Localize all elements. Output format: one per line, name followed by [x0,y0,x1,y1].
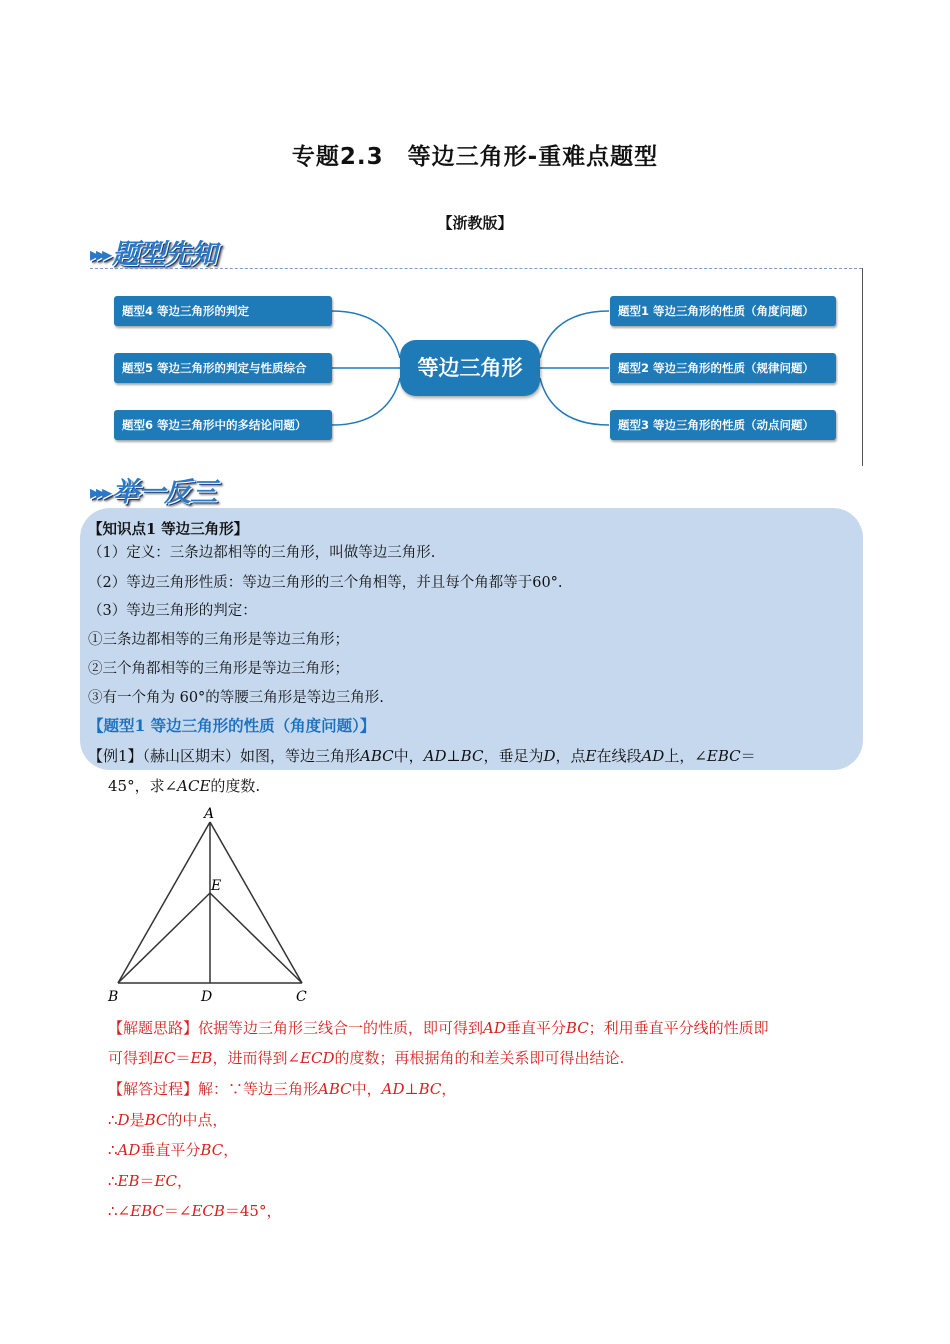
knowledge-line: ②三个角都相等的三角形是等边三角形； [88,661,349,677]
example-line-1: 【例1】（赫山区期末）如图，等边三角形ABC中，AD⊥BC，垂足为D，点E在线段AD上，∠EBC＝ [88,747,756,765]
edition-label: 【浙教版】 [437,214,513,232]
page-title: 专题2.3 等边三角形-重难点题型 [291,144,659,170]
knowledge-line: ①三条边都相等的三角形是等边三角形； [88,632,349,648]
triple-arrow-icon: ▸▸▸ [90,242,109,266]
label-a: A [204,806,215,822]
solution-line-4: ∴EB＝EC， [108,1172,192,1190]
mindmap-node-type3: 题型3 等边三角形的性质（动点问题） [610,410,836,440]
type1-heading: 【题型1 等边三角形的性质（角度问题）】 [88,716,376,735]
thinking-line-1: 【解题思路】依据等边三角形三线合一的性质，即可得到AD垂直平分BC；利用垂直平分线的性质即 [108,1019,769,1037]
section-banner-overview [90,232,216,271]
knowledge-line: （3）等边三角形的判定： [88,603,257,619]
label-b: B [108,989,119,1005]
thinking-line-2: 可得到EC＝EB，进而得到∠ECD的度数；再根据角的和差关系即可得出结论. [108,1049,625,1067]
label-d: D [201,989,213,1005]
section-banner-practice [90,470,216,509]
triangle-figure [100,800,330,1010]
banner-text: 题型先知 [112,239,217,270]
label-e: E [211,878,222,894]
knowledge-line: （2）等边三角形性质：等边三角形的三个角相等，并且每个角都等于60°. [88,575,563,591]
solution-line-1: 【解答过程】解：∵等边三角形ABC中，AD⊥BC， [108,1080,457,1098]
solution-line-5: ∴∠EBC＝∠ECB＝45°， [108,1202,282,1220]
mindmap-node-type6: 题型6 等边三角形中的多结论问题） [114,410,332,440]
segment-ce [210,893,302,983]
mindmap-node-type5: 题型5 等边三角形的判定与性质综合 [114,353,332,383]
mindmap-node-type2: 题型2 等边三角形的性质（规律问题） [610,353,836,383]
side-ab [118,822,210,983]
side-ac [210,822,302,983]
banner-text: 举一反三 [112,477,217,508]
knowledge-line: ③有一个角为 60°的等腰三角形是等边三角形. [88,690,384,706]
knowledge-heading: 【知识点1 等边三角形】 [88,521,249,538]
mindmap-center-node: 等边三角形 [400,340,540,396]
mindmap-node-type1: 题型1 等边三角形的性质（角度问题） [610,296,836,326]
solution-line-2: ∴D是BC的中点， [108,1111,228,1129]
triple-arrow-icon: ▸▸▸ [90,480,109,504]
label-c: C [296,989,307,1005]
mindmap-node-type4: 题型4 等边三角形的判定 [114,296,332,326]
example-line-2: 45°，求∠ACE的度数. [108,777,261,795]
solution-line-3: ∴AD垂直平分BC， [108,1141,239,1159]
segment-be [118,893,210,983]
knowledge-line: （1）定义：三条边都相等的三角形，叫做等边三角形. [88,545,436,561]
